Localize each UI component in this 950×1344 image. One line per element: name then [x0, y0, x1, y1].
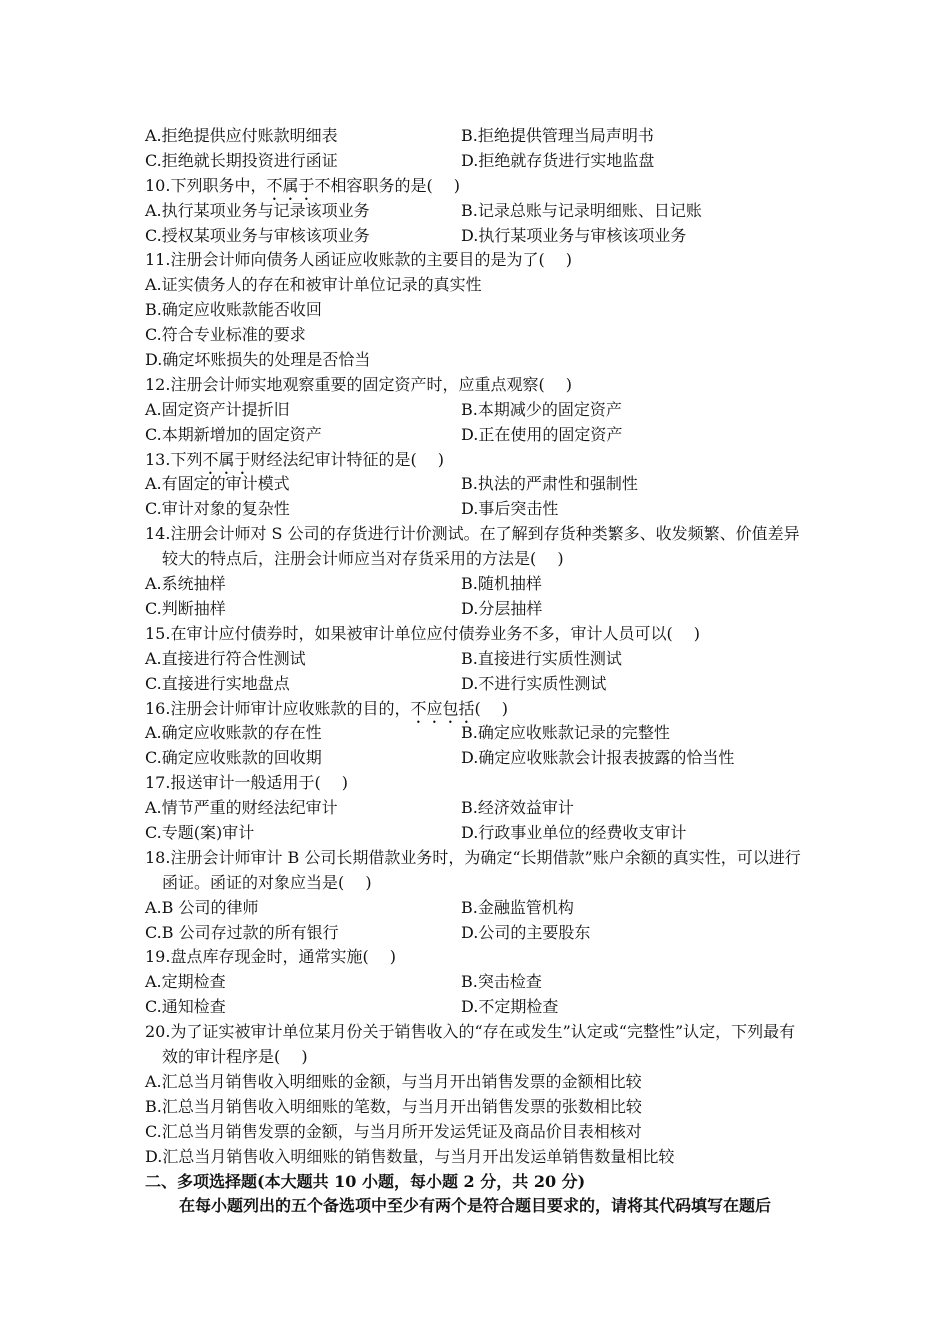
options-row — [145, 199, 810, 224]
option-c: C.拒绝就长期投资进行函证 — [145, 150, 338, 170]
question-13-stem: 13.下列不属于财经法纪审计特征的是( ) — [145, 449, 445, 469]
option-d: D.确定应收账款会计报表披露的恰当性 — [461, 748, 735, 768]
emphasis-text: 不属于 — [202, 449, 251, 469]
question-20-stem: 20.为了证实被审计单位某月份关于销售收入的“存在或发生”认定或“完整性”认定，下列最有效的审计程序是( ) — [145, 1022, 796, 1067]
option-a: A.固定资产计提折旧 — [145, 399, 290, 419]
emphasis-text: 不属于 — [266, 175, 315, 195]
option-b: B.汇总当月销售收入明细账的笔数，与当月开出销售发票的张数相比较 — [145, 1096, 642, 1116]
options-row — [145, 995, 810, 1020]
option-c: C.直接进行实地盘点 — [145, 673, 290, 693]
option-c: C.B 公司存过款的所有银行 — [145, 922, 339, 942]
options-row — [145, 472, 810, 497]
options-row — [145, 647, 810, 672]
option-c: C.判断抽样 — [145, 598, 226, 618]
option-b: B.随机抽样 — [461, 574, 542, 594]
options-row — [145, 423, 810, 448]
options-row — [145, 970, 810, 995]
option-d: D.事后突击性 — [461, 499, 559, 519]
options-row — [145, 224, 810, 249]
options-row — [145, 821, 810, 846]
options-row — [145, 721, 810, 746]
option-c: C.通知检查 — [145, 997, 226, 1017]
question-list — [145, 124, 810, 1219]
options-row — [145, 796, 810, 821]
options-row — [145, 149, 810, 174]
option-d: D.执行某项业务与审核该项业务 — [461, 225, 687, 245]
option-b: B.经济效益审计 — [461, 798, 574, 818]
option-c: C.审计对象的复杂性 — [145, 499, 290, 519]
question-14-stem: 14.注册会计师对 S 公司的存货进行计价测试。在了解到存货种类繁多、收发频繁、价值差异较大的特点后，注册会计师应当对存货采用的方法是( ) — [145, 524, 800, 569]
option-d: D.公司的主要股东 — [461, 922, 591, 942]
option-b: B.突击检查 — [461, 972, 542, 992]
option-d: D.分层抽样 — [461, 598, 543, 618]
option-c: C.专题(案)审计 — [145, 822, 255, 842]
option-d: D.确定坏账损失的处理是否恰当 — [145, 350, 371, 370]
options-row — [145, 921, 810, 946]
option-d: D.正在使用的固定资产 — [461, 424, 623, 444]
section-heading: 二、多项选择题(本大题共 10 小题，每小题 2 分，共 20 分) — [145, 1171, 586, 1191]
option-a: A.情节严重的财经法纪审计 — [145, 798, 338, 818]
option-b: B.执法的严肃性和强制性 — [461, 474, 638, 494]
option-a: A.拒绝提供应付账款明细表 — [145, 126, 338, 145]
option-d: D.行政事业单位的经费收支审计 — [461, 822, 687, 842]
option-a: A.证实债务人的存在和被审计单位记录的真实性 — [145, 275, 482, 295]
question-17-stem: 17.报送审计一般适用于( ) — [145, 773, 349, 793]
emphasis-text: 不应包括 — [410, 698, 475, 718]
option-a: A.汇总当月销售收入明细账的金额，与当月开出销售发票的金额相比较 — [145, 1071, 642, 1091]
option-d: D.不进行实质性测试 — [461, 673, 607, 693]
question-11-stem: 11.注册会计师向债务人函证应收账款的主要目的是为了( ) — [145, 250, 573, 270]
option-c: C.汇总当月销售发票的金额，与当月所开发运凭证及商品价目表相核对 — [145, 1121, 642, 1141]
section-instruction: 在每小题列出的五个备选项中至少有两个是符合题目要求的，请将其代码填写在题后 — [179, 1196, 772, 1216]
option-b: B.本期减少的固定资产 — [461, 399, 622, 419]
option-b: B.直接进行实质性测试 — [461, 648, 622, 668]
question-18-stem: 18.注册会计师审计 B 公司长期借款业务时，为确定“长期借款”账户余额的真实性，可以进行函证。函证的对象应当是( ) — [145, 847, 801, 892]
option-a: A.B 公司的律师 — [145, 897, 259, 917]
options-row — [145, 572, 810, 597]
option-b: B.金融监管机构 — [461, 897, 574, 917]
options-row — [145, 672, 810, 697]
question-16-stem: 16.注册会计师审计应收账款的目的，不应包括( ) — [145, 698, 509, 718]
options-row — [145, 497, 810, 522]
options-row — [145, 896, 810, 921]
question-10-stem: 10.下列职务中，不属于不相容职务的是( ) — [145, 175, 461, 195]
options-row — [145, 597, 810, 622]
option-c: C.确定应收账款的回收期 — [145, 748, 322, 768]
options-row — [145, 124, 810, 149]
options-row — [145, 746, 810, 771]
option-b: B.确定应收账款记录的完整性 — [461, 723, 670, 743]
option-a: A.系统抽样 — [145, 574, 226, 594]
option-b: B.记录总账与记录明细账、日记账 — [461, 200, 702, 220]
option-c: C.本期新增加的固定资产 — [145, 424, 322, 444]
option-b: B.确定应收账款能否收回 — [145, 300, 322, 320]
option-a: A.有固定的审计模式 — [145, 474, 290, 494]
option-d: D.不定期检查 — [461, 997, 559, 1017]
option-c: C.授权某项业务与审核该项业务 — [145, 225, 370, 245]
question-12-stem: 12.注册会计师实地观察重要的固定资产时，应重点观察( ) — [145, 374, 573, 394]
option-d: D.拒绝就存货进行实地监盘 — [461, 150, 655, 170]
question-19-stem: 19.盘点库存现金时，通常实施( ) — [145, 947, 397, 967]
option-d: D.汇总当月销售收入明细账的销售数量，与当月开出发运单销售数量相比较 — [145, 1146, 675, 1166]
option-c: C.符合专业标准的要求 — [145, 325, 306, 345]
option-a: A.确定应收账款的存在性 — [145, 723, 322, 743]
option-a: A.直接进行符合性测试 — [145, 648, 306, 668]
options-row — [145, 398, 810, 423]
question-15-stem: 15.在审计应付债券时，如果被审计单位应付债券业务不多，审计人员可以( ) — [145, 623, 701, 643]
option-b: B.拒绝提供管理当局声明书 — [461, 126, 654, 145]
option-a: A.执行某项业务与记录该项业务 — [145, 200, 370, 220]
option-a: A.定期检查 — [145, 972, 226, 992]
